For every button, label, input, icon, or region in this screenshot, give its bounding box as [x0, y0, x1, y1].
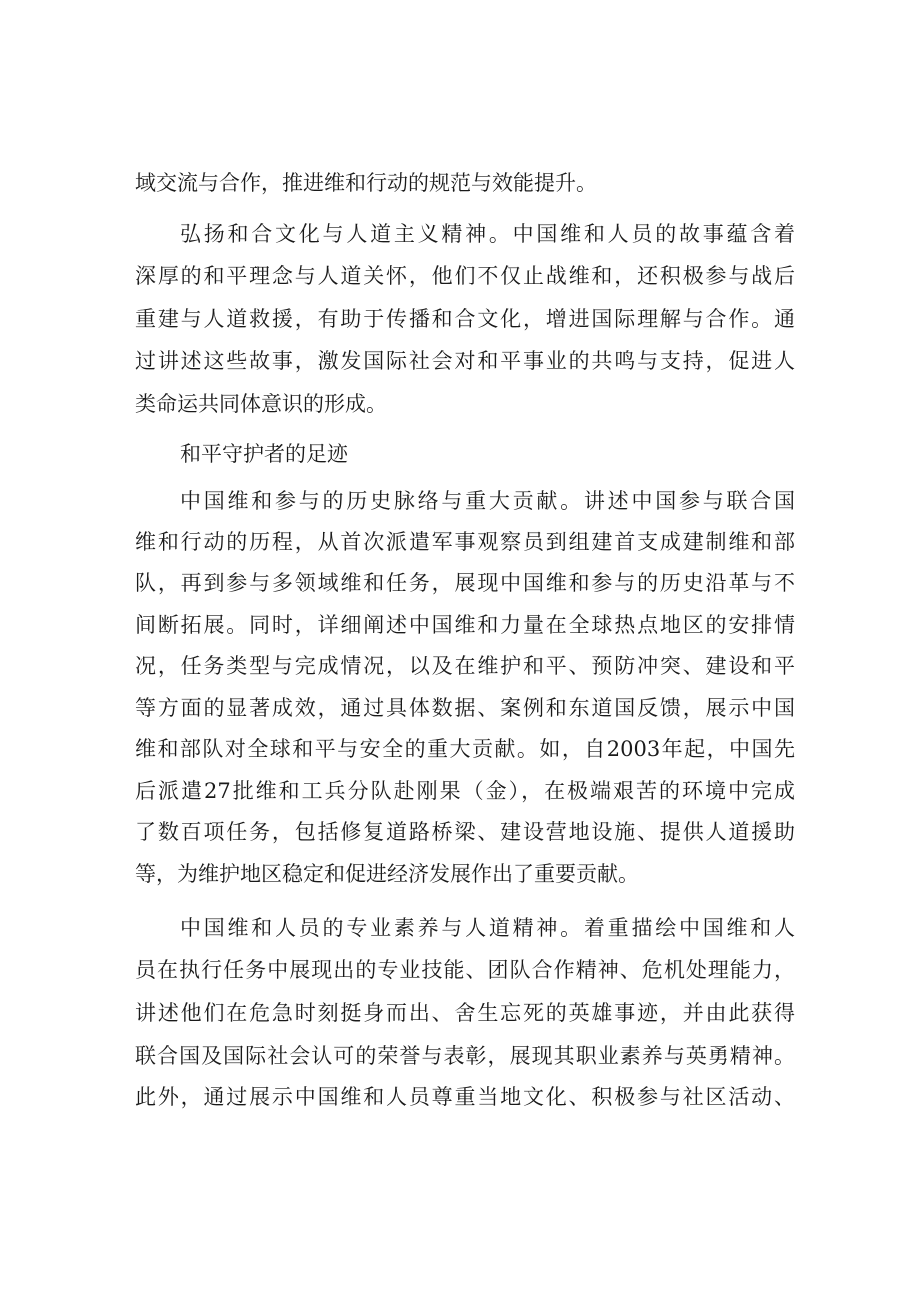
paragraph-4-line-4: 联合国及国际社会认可的荣誉与表彰，展现其职业素养与英勇精神。 — [135, 1044, 795, 1068]
paragraph-1-line-1: 域交流与合作，推进维和行动的规范与效能提升。 — [135, 171, 597, 195]
paragraph-4-line-2: 员在执行任务中展现出的专业技能、团队合作精神、危机处理能力， — [135, 958, 795, 982]
paragraph-2-line-4: 过讲述这些故事，激发国际社会对和平事业的共鸣与支持，促进人 — [135, 349, 795, 373]
paragraph-3-line-5: 况，任务类型与完成情况，以及在维护和平、预防冲突、建设和平 — [135, 654, 795, 678]
paragraph-3-line-2: 维和行动的历程，从首次派遣军事观察员到组建首支成建制维和部 — [135, 530, 795, 554]
paragraph-2-line-1: 弘扬和合文化与人道主义精神。中国维和人员的故事蕴含着 — [180, 222, 795, 246]
paragraph-3-line-7: 维和部队对全球和平与安全的重大贡献。如，自2003年起，中国先 — [135, 737, 795, 761]
paragraph-2-line-2: 深厚的和平理念与人道关怀，他们不仅止战维和，还积极参与战后 — [135, 264, 795, 288]
section-heading: 和平守护者的足迹 — [180, 442, 348, 466]
paragraph-2-line-3: 重建与人道救援，有助于传播和合文化，增进国际理解与合作。通 — [135, 307, 795, 331]
paragraph-3-line-10: 等，为维护地区稳定和促进经济发展作出了重要贡献。 — [135, 862, 639, 886]
paragraph-4-line-1: 中国维和人员的专业素养与人道精神。着重描绘中国维和人 — [180, 916, 795, 940]
paragraph-3-line-1: 中国维和参与的历史脉络与重大贡献。讲述中国参与联合国 — [180, 489, 795, 513]
paragraph-3-line-8: 后派遣27批维和工兵分队赴刚果（金），在极端艰苦的环境中完成 — [135, 779, 795, 803]
paragraph-3-line-4: 间断拓展。同时，详细阐述中国维和力量在全球热点地区的安排情 — [135, 613, 795, 637]
paragraph-2-line-5: 类命运共同体意识的形成。 — [135, 392, 387, 416]
paragraph-3-line-9: 了数百项任务，包括修复道路桥梁、建设营地设施、提供人道援助 — [135, 820, 795, 844]
paragraph-3-line-6: 等方面的显著成效，通过具体数据、案例和东道国反馈，展示中国 — [135, 696, 795, 720]
paragraph-3-line-3: 队，再到参与多领域维和任务，展现中国维和参与的历史沿革与不 — [135, 571, 795, 595]
paragraph-4-line-5: 此外，通过展示中国维和人员尊重当地文化、积极参与社区活动、 — [135, 1085, 795, 1109]
paragraph-4-line-3: 讲述他们在危急时刻挺身而出、舍生忘死的英雄事迹，并由此获得 — [135, 1001, 795, 1025]
